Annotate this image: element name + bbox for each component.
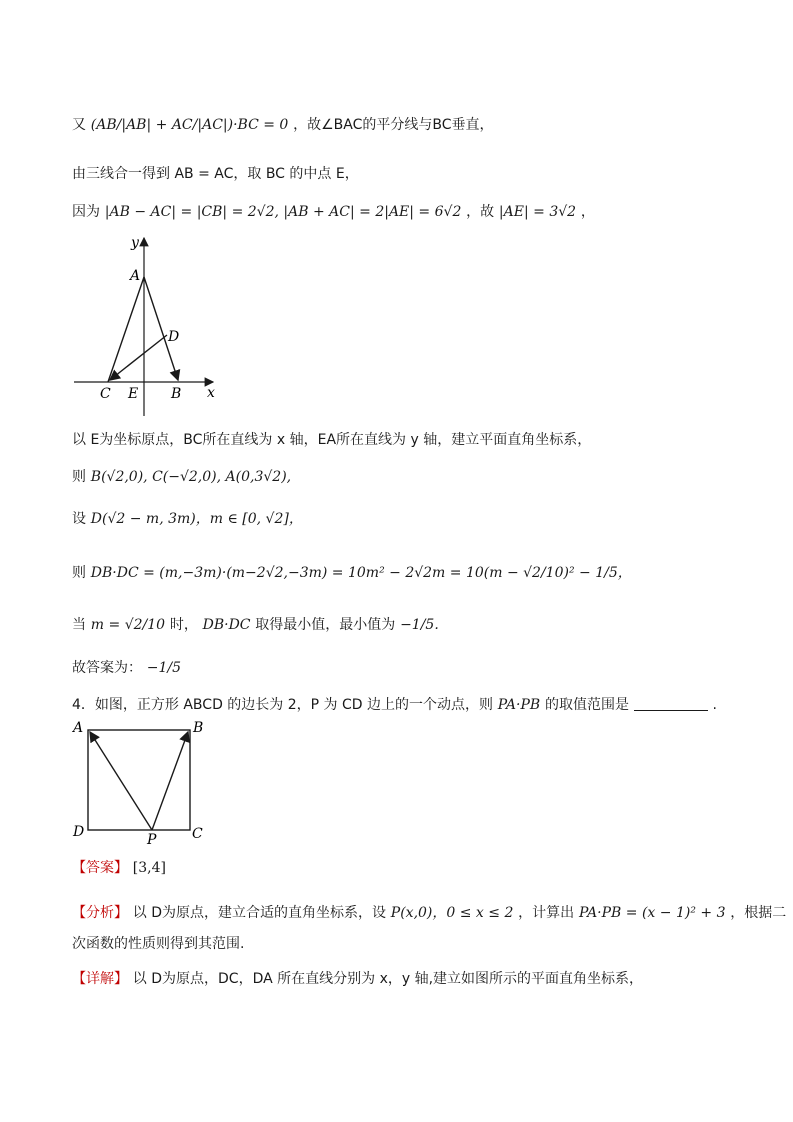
text: 故答案为： (72, 660, 142, 676)
answer-value: [3,4] (132, 860, 166, 876)
text-line-6 (72, 508, 303, 529)
formula: DB·DC = (m,−3m)·(m−2√2,−3m) = 10m² − 2√2m = 10(m − √2/10)² − 1/5， (90, 565, 632, 581)
formula: |AB − AC| = |CB| = 2√2, |AB + AC| = 2|AE| = 6√2 (104, 204, 462, 220)
text: 时， (169, 617, 198, 633)
text-line-4: 以 E为坐标原点，BC所在直线为 x 轴，EA所在直线为 y 轴，建立平面直角坐标系， (72, 432, 592, 448)
formula: −1/5 (146, 660, 182, 676)
formula: PA·PB = (x − 1)² + 3 (578, 905, 726, 921)
label-B: B (171, 386, 182, 402)
label-C: C (192, 826, 203, 842)
square-ABCD (88, 730, 190, 830)
text-line-3 (72, 201, 595, 222)
label-P: P (147, 832, 157, 848)
text-line-9 (72, 657, 181, 678)
answer-line (72, 857, 166, 878)
analysis-line-2: 次函数的性质则得到其范围. (72, 936, 245, 952)
text: 当 (72, 617, 86, 633)
formula: m = √2/10 (90, 617, 166, 633)
formula: |AE| = 3√2 (498, 204, 577, 220)
label-y: y (131, 235, 139, 251)
text: 则 (72, 565, 86, 581)
text: ，故 (466, 204, 495, 220)
text-line-7 (72, 562, 632, 583)
label-E: E (128, 386, 139, 402)
text: 的取值范围是 (544, 697, 629, 713)
formula: DB·DC (202, 617, 251, 633)
formula: D(√2 − m, 3m)，m ∈ [0, √2]， (90, 511, 303, 527)
label-D: D (73, 824, 85, 840)
label-B: B (193, 720, 204, 736)
text-line-5 (72, 466, 291, 487)
label-A: A (130, 268, 141, 284)
text-line-1 (72, 114, 494, 135)
text: ， (580, 204, 595, 220)
answer-tag: 【答案】 (72, 860, 128, 876)
formula: B(√2,0), C(−√2,0), A(0,3√2), (90, 469, 292, 485)
text: ，计算出 (518, 905, 575, 921)
text: 又 (72, 117, 86, 133)
formula: PA·PB (497, 697, 541, 713)
text: 设 (72, 511, 86, 527)
text: ，根据二 (730, 905, 787, 921)
label-x: x (207, 385, 215, 401)
segment-AC (108, 277, 144, 382)
text: 因为 (72, 204, 100, 220)
answer-blank (634, 696, 708, 711)
formula: −1/5. (400, 617, 439, 633)
text: 以 D为原点，建立合适的直角坐标系，设 (132, 905, 387, 921)
text: 则 (72, 469, 86, 485)
text: 以 D为原点，DC，DA 所在直线分别为 x，y 轴,建立如图所示的平面直角坐标系， (132, 971, 644, 987)
text-line-8 (72, 614, 439, 635)
analysis-line-1 (72, 902, 786, 923)
text: . (712, 697, 717, 713)
formula: P(x,0)，0 ≤ x ≤ 2 (390, 905, 514, 921)
analysis-tag: 【分析】 (72, 905, 128, 921)
text: 4．如图，正方形 ABCD 的边长为 2，P 为 CD 边上的一个动点，则 (72, 697, 494, 713)
label-C: C (100, 386, 111, 402)
label-D: D (168, 329, 180, 345)
vector-PB (152, 732, 188, 830)
detail-line (72, 968, 643, 989)
text-line-2: 由三线合一得到 AB = AC，取 BC 的中点 E， (72, 166, 359, 182)
text: 取得最小值，最小值为 (255, 617, 396, 633)
figure-square (68, 718, 218, 848)
figure-triangle-coordinates (68, 230, 228, 420)
question-4 (72, 694, 717, 715)
detail-tag: 【详解】 (72, 971, 128, 987)
label-A: A (73, 720, 84, 736)
segment-DC (110, 335, 167, 380)
vector-PA (90, 732, 152, 830)
formula: (AB/|AB| + AC/|AC|)·BC = 0 (90, 117, 289, 133)
text: ，故∠BAC的平分线与BC垂直， (293, 117, 494, 133)
